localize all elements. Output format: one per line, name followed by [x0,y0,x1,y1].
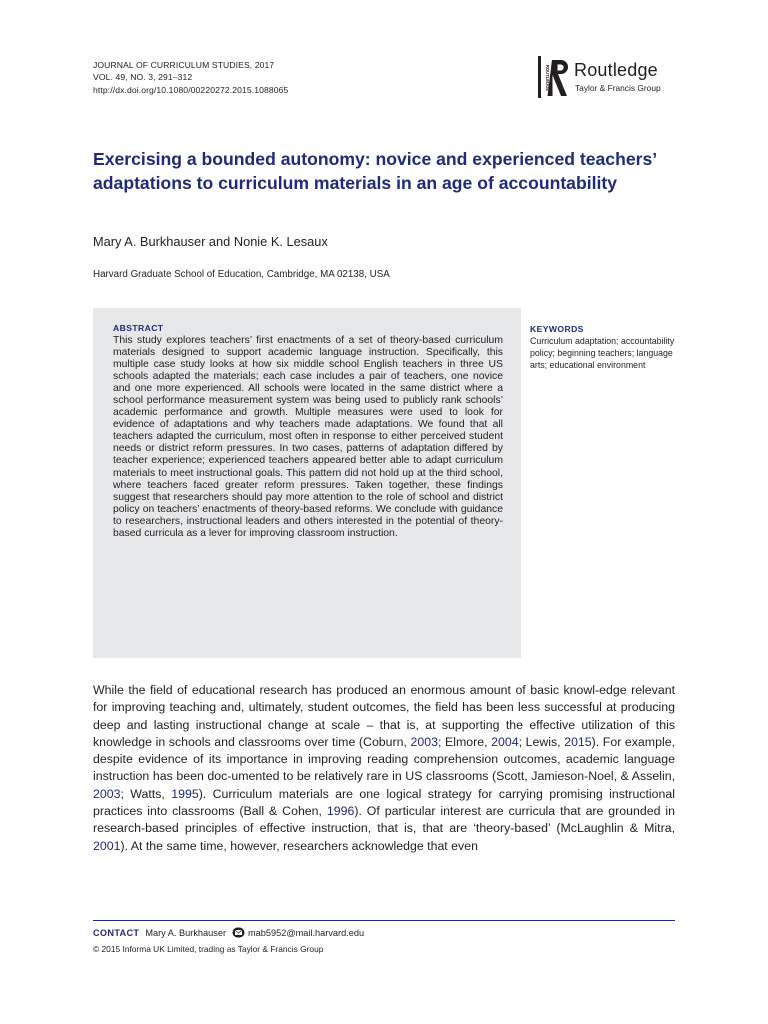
journal-volume: VOL. 49, NO. 3, 291–312 [93,72,193,83]
body-text: ). Of particular interest are curricula that are grounded in research-based principles of effective instruction, that is, that are ‘theory-based’ (McLaughlin & Mitra, [93,804,675,836]
abstract-heading: ABSTRACT [113,323,164,333]
keywords-text: Curriculum adaptation; accountability policy; beginning teachers; language arts; educational environment [530,336,675,370]
citation-link[interactable]: 1995 [171,786,199,801]
citation-link[interactable]: 1996 [326,804,355,819]
body-text: ). For example, despite evidence of its importance in improving reading comprehension outcomes, academic language instruction has been doc-umented to be relatively rare in US classrooms (Scott, Jamieson-Noel, & Asselin, [93,734,675,784]
citation-link[interactable]: 2015 [564,734,592,749]
routledge-logo-icon [538,56,570,100]
body-text: ; Watts, [120,786,172,801]
journal-meta [93,59,288,96]
abstract-box [93,308,521,658]
contact-line [93,927,364,938]
envelope-icon [232,927,245,938]
citation-link[interactable]: 2003 [93,786,121,801]
contact-email-link[interactable]: mab5952@mail.harvard.edu [248,927,365,938]
journal-name: JOURNAL OF CURRICULUM STUDIES, 2017 [93,60,275,70]
contact-name: Mary A. Burkhauser [145,927,227,938]
logo-vertical-text: ROUTLEDGE [545,64,550,92]
keywords-heading: KEYWORDS [530,324,584,334]
body-paragraph [93,682,675,855]
body-text: ). At the same time, however, researchers acknowledge that even [120,838,478,853]
journal-doi-link[interactable]: http://dx.doi.org/10.1080/00220272.2015.1088065 [93,84,289,95]
body-text: While the field of educational research has produced an enormous amount of basic knowl-edge relevant for improving teaching and, ultimately, student outcomes, the field has been less successful at producing deep and lasting instructional change at scale – that is, at supporting the effective utilization of this knowledge in schools and classrooms over time (Coburn, [93,683,675,749]
publisher-name: Routledge [574,60,658,80]
paper-title: Exercising a bounded autonomy: novice and experienced teachers’ adaptations to curriculum materials in an age of accountability [93,149,657,193]
publisher-group: Taylor & Francis Group [575,83,661,93]
body-text: ; Lewis, [518,734,565,749]
paper-authors: Mary A. Burkhauser and Nonie K. Lesaux [93,234,328,249]
keywords-section [530,324,680,371]
citation-link[interactable]: 2001 [93,838,121,853]
copyright-notice: © 2015 Informa UK Limited, trading as Taylor & Francis Group [93,944,324,954]
contact-label: CONTACT [93,927,140,938]
footer-divider [93,920,675,921]
body-text: ). Curriculum materials are one logical strategy for carrying promising instructional practices into classrooms (Ball & Cohen, [93,786,675,819]
body-text: ; Elmore, [438,734,492,749]
publisher-logo [538,56,688,100]
paper-affiliation: Harvard Graduate School of Education, Cambridge, MA 02138, USA [93,269,390,280]
citation-link[interactable]: 2003 [410,734,438,749]
abstract-text: This study explores teachers’ first enactments of a set of theory-based curriculum materials designed to support academic language instruction. Specifically, this multiple case study looks at how six middle school English teachers in three US schools adapted the materials; each case includes a pair of teachers, one novice and one more experienced. All schools were located in the same district where a school performance measurement system was being used to publicly rank schools’ academic performance and growth. Multiple measures were used to look for evidence of adaptations and why teachers made adaptations. We found that all teachers adapted the curriculum, most often in response to either perceived student needs or district reform pressures. In two cases, patterns of adaptation differed by teacher experience; experienced teachers appeared better able to adapt curriculum materials to meet instructional goals. This pattern did not hold up at the third school, where teachers faced greater reform pressures. Taken together, these findings suggest that researchers should pay more attention to the role of school and district policy on teachers’ enactments of theory-based reforms. We conclude with guidance to researchers, instructional leaders and others interested in the potential of theory-based curricula as a lever for improving classroom instruction. [113,335,503,539]
citation-link[interactable]: 2004 [491,734,519,749]
